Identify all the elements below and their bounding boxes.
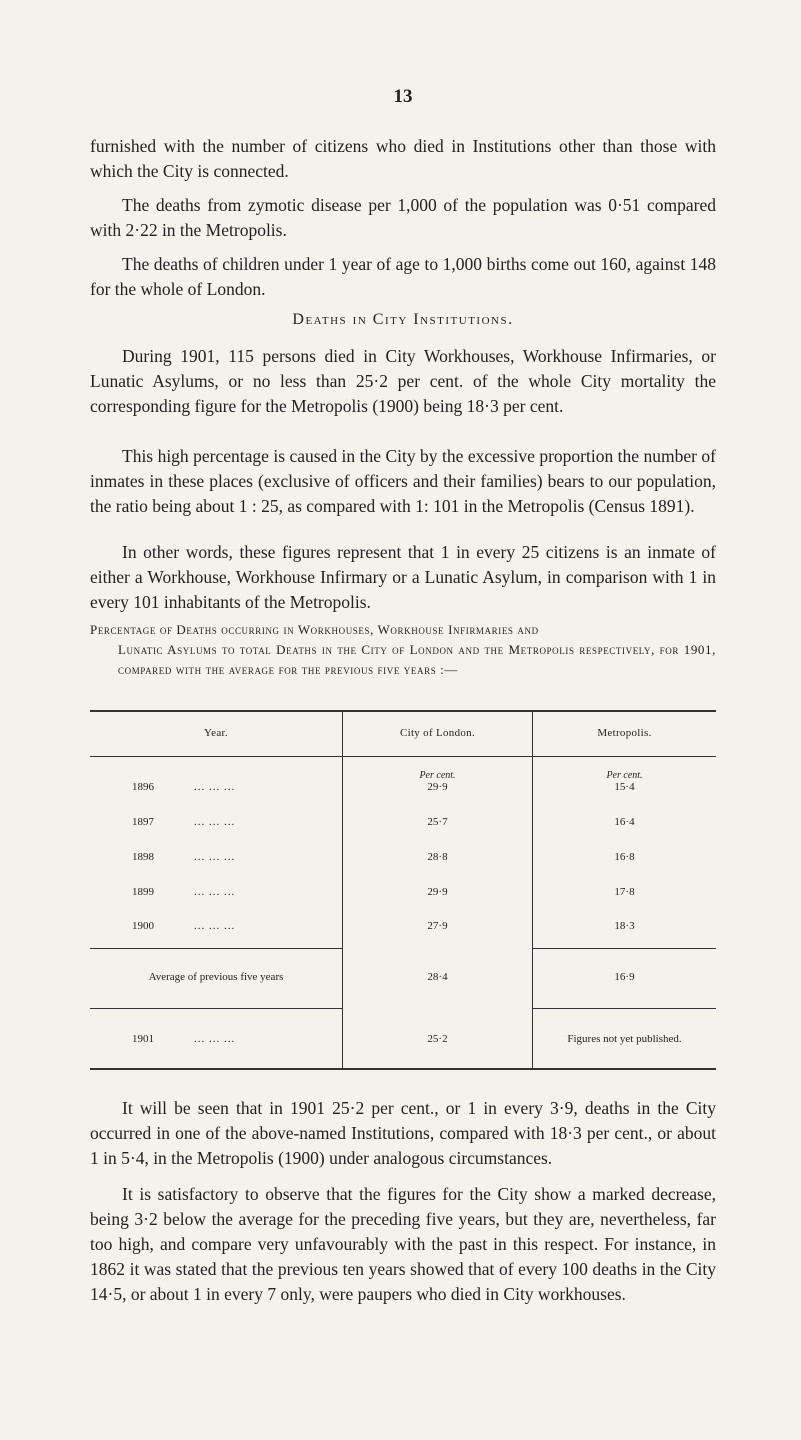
average-metro-value: 16·9 [614, 971, 635, 983]
row-dots: ... ... ... [194, 816, 236, 828]
row-city-value: 29·9 [427, 781, 448, 793]
paragraph-seen: It will be seen that in 1901 25·2 per cent., or 1 in every 3·9, deaths in the City occurred in one of the above-named Institutions, compared with 18·3 per cent., or about 1 in 5·4, in the Metropolis (1900) under analogous circumstances. [90, 1098, 716, 1168]
current-rule-right [533, 1008, 716, 1009]
header-city: City of London. [399, 727, 476, 739]
paragraph-children: The deaths of children under 1 year of age to 1,000 births come out 160, against 148 for the whole of London. [90, 254, 716, 299]
row-metro-value: 18·3 [614, 920, 635, 932]
table-caption [90, 620, 716, 680]
header-metropolis: Metropolis. [597, 727, 652, 739]
table-caption-line1: Percentage of Deaths occurring in Workhouses, Workhouse Infirmaries and [90, 622, 539, 637]
table-top-rule [90, 710, 716, 712]
row-metro-value: 15·4 [614, 781, 635, 793]
row-metro-value: 17·8 [614, 886, 635, 898]
paragraph-other-words: In other words, these figures represent that 1 in every 25 citizens is an inmate of either a Workhouse, Workhouse Infirmary or a Lunatic Asylum, in comparison with 1 in every 101 inhabitants of the Metropolis. [90, 542, 716, 612]
mortality-table [90, 710, 716, 1072]
row-dots: ... ... ... [194, 851, 236, 863]
table-caption-rest: Lunatic Asylums to total Deaths in the City of London and the Metropolis respectively, for 1901, compared with the average for the previous five years :— [118, 642, 716, 677]
page-number: 13 [393, 86, 413, 107]
header-rule [90, 756, 716, 757]
row-city-value: 28·8 [427, 851, 448, 863]
average-rule-left [90, 948, 342, 949]
paragraph-satisfactory: It is satisfactory to observe that the figures for the City show a marked decrease, being 3·2 below the average for the preceding five years, but they are, nevertheless, far too high, and compare very unfavourably with the past in this respect. For instance, in 1862 it was stated that the previous ten years showed that of every 100 deaths in the City 14·5, or about 1 in every 7 only, were paupers who died in City workhouses. [90, 1184, 716, 1304]
paragraph-high-percentage: This high percentage is caused in the City by the excessive proportion the number of inmates in these places (exclusive of officers and their families) bears to our population, the ratio being about 1 : 25, as compared with 1: 101 in the Metropolis (Census 1891). [90, 446, 716, 516]
row-city-value: 29·9 [427, 886, 448, 898]
average-city-value: 28·4 [427, 971, 448, 983]
current-metro-value: Figures not yet published. [567, 1033, 682, 1045]
row-dots: ... ... ... [194, 781, 236, 793]
row-city-value: 25·7 [427, 816, 448, 828]
row-year: 1899 [132, 886, 154, 898]
table-bottom-rule [90, 1068, 716, 1070]
row-dots: ... ... ... [194, 886, 236, 898]
unit-metropolis: Per cent. [606, 770, 643, 781]
row-year: 1897 [132, 816, 154, 828]
row-year: 1896 [132, 781, 154, 793]
row-year: 1900 [132, 920, 154, 932]
section-heading: Deaths in City Institutions. [292, 311, 514, 328]
row-city-value: 27·9 [427, 920, 448, 932]
row-year: 1898 [132, 851, 154, 863]
average-rule-right [533, 948, 716, 949]
row-dots: ... ... ... [194, 920, 236, 932]
paragraph-zymotic: The deaths from zymotic disease per 1,000 of the population was 0·51 compared with 2·22 in the Metropolis. [90, 195, 716, 240]
header-year: Year. [204, 727, 228, 739]
row-metro-value: 16·4 [614, 816, 635, 828]
average-label: Average of previous five years [148, 971, 284, 983]
paragraph-deaths-1901: During 1901, 115 persons died in City Workhouses, Workhouse Infirmaries, or Lunatic Asylums, or no less than 25·2 per cent. of the whole City mortality the corresponding figure for the Metropolis (1900) being 18·3 per cent. [90, 346, 716, 416]
current-city-value: 25·2 [427, 1033, 448, 1045]
unit-city: Per cent. [419, 770, 456, 781]
current-year: 1901 [132, 1033, 154, 1045]
current-rule-left [90, 1008, 342, 1009]
current-dots: ... ... ... [194, 1033, 236, 1045]
paragraph-citizens: furnished with the number of citizens who died in Institutions other than those with which the City is connected. [90, 136, 716, 181]
row-metro-value: 16·8 [614, 851, 635, 863]
